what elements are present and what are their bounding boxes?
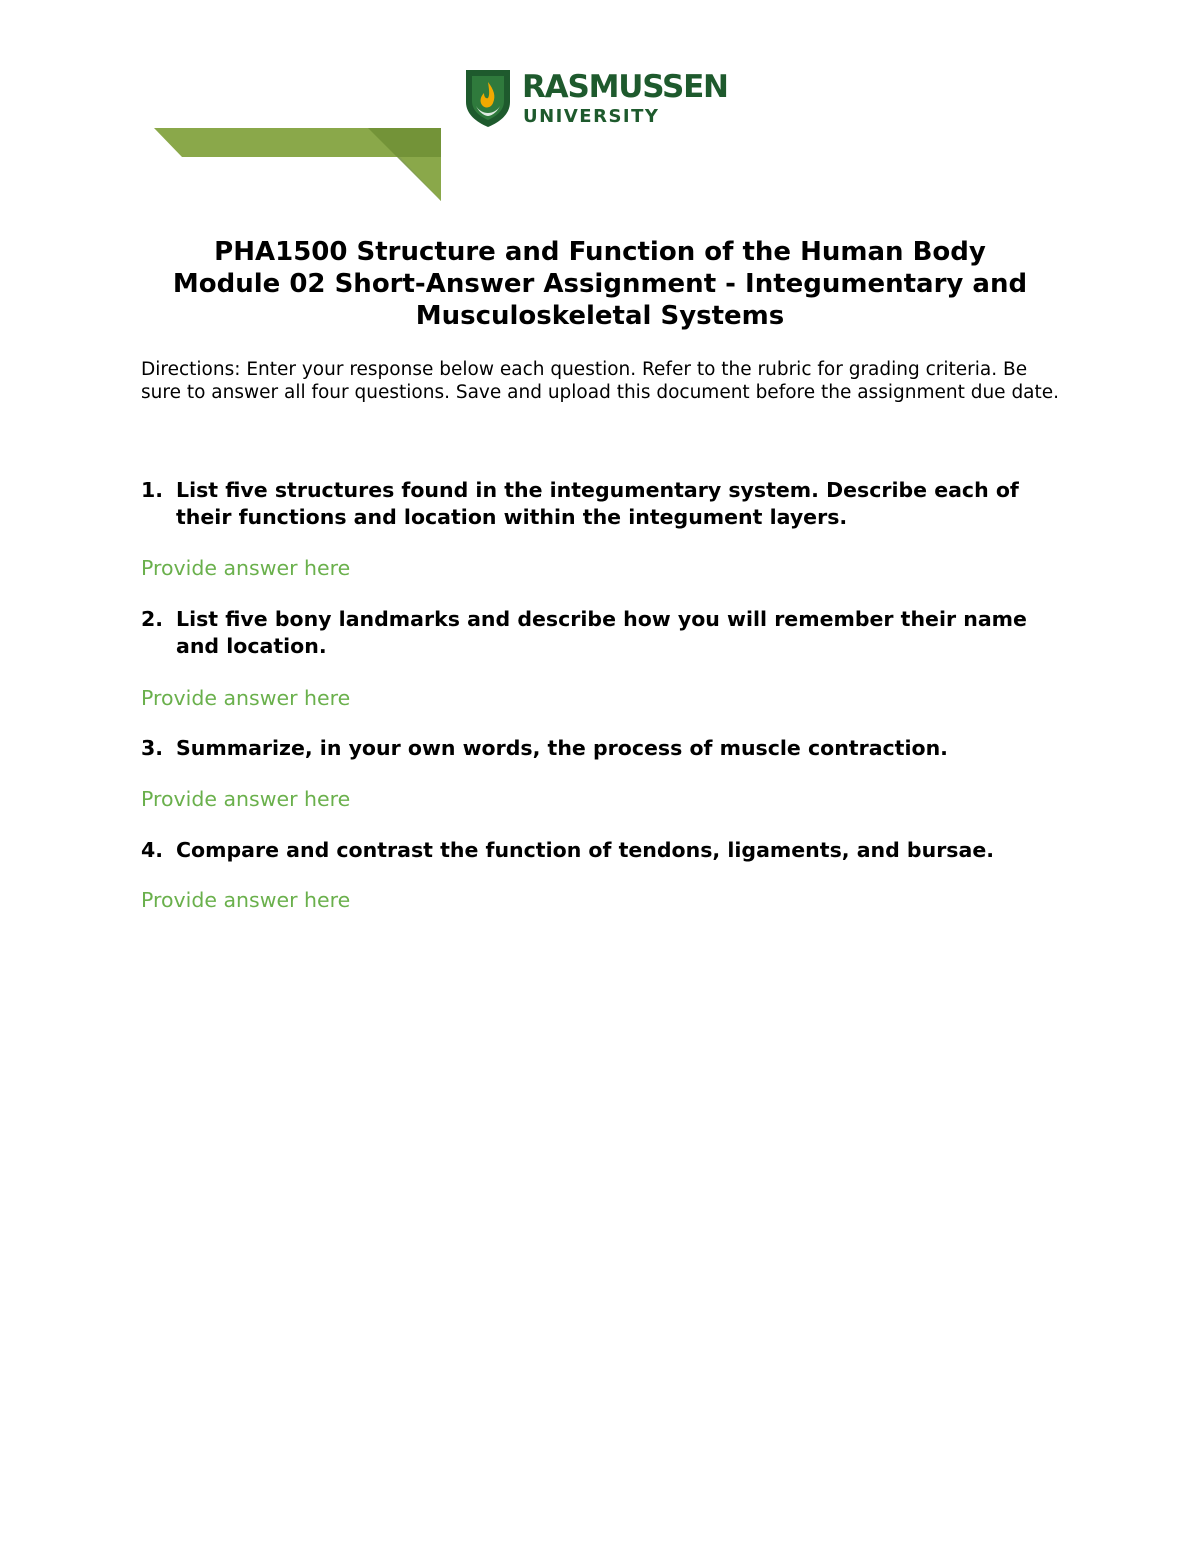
logo-subtitle: UNIVERSITY <box>523 106 660 127</box>
question-text: List five structures found in the integumentary system. Describe each of their functions and location within the integument layers. <box>176 478 1019 529</box>
answer-field-2[interactable]: Provide answer here <box>141 686 351 710</box>
question-text: Compare and contrast the function of tendons, ligaments, and bursae. <box>176 838 995 862</box>
title-line-3: Musculoskeletal Systems <box>415 301 785 331</box>
question-4 <box>141 837 1061 864</box>
question-number: 4. <box>141 838 164 862</box>
shield-flame-icon <box>464 68 512 128</box>
answer-field-4[interactable]: Provide answer here <box>141 888 351 912</box>
question-2 <box>141 606 1061 660</box>
university-logo <box>464 68 744 130</box>
question-3 <box>141 735 1061 762</box>
directions-text: Directions: Enter your response below each question. Refer to the rubric for grading criteria. Be sure to answer all four questions. Save and upload this document before the assignment due date. <box>141 359 1060 403</box>
question-number: 2. <box>141 607 164 631</box>
title-line-2: Module 02 Short-Answer Assignment - Integumentary and <box>172 269 1028 299</box>
question-1 <box>141 477 1061 531</box>
header-banner-graphic <box>150 126 446 204</box>
question-number: 1. <box>141 478 164 502</box>
logo-wordmark: RASMUSSEN <box>522 69 728 105</box>
answer-field-3[interactable]: Provide answer here <box>141 787 351 811</box>
document-title <box>100 236 1100 332</box>
answer-field-1[interactable]: Provide answer here <box>141 556 351 580</box>
question-text: List five bony landmarks and describe how you will remember their name and location. <box>176 607 1027 658</box>
question-number: 3. <box>141 736 164 760</box>
question-text: Summarize, in your own words, the process of muscle contraction. <box>176 736 948 760</box>
title-line-1: PHA1500 Structure and Function of the Human Body <box>214 237 986 267</box>
